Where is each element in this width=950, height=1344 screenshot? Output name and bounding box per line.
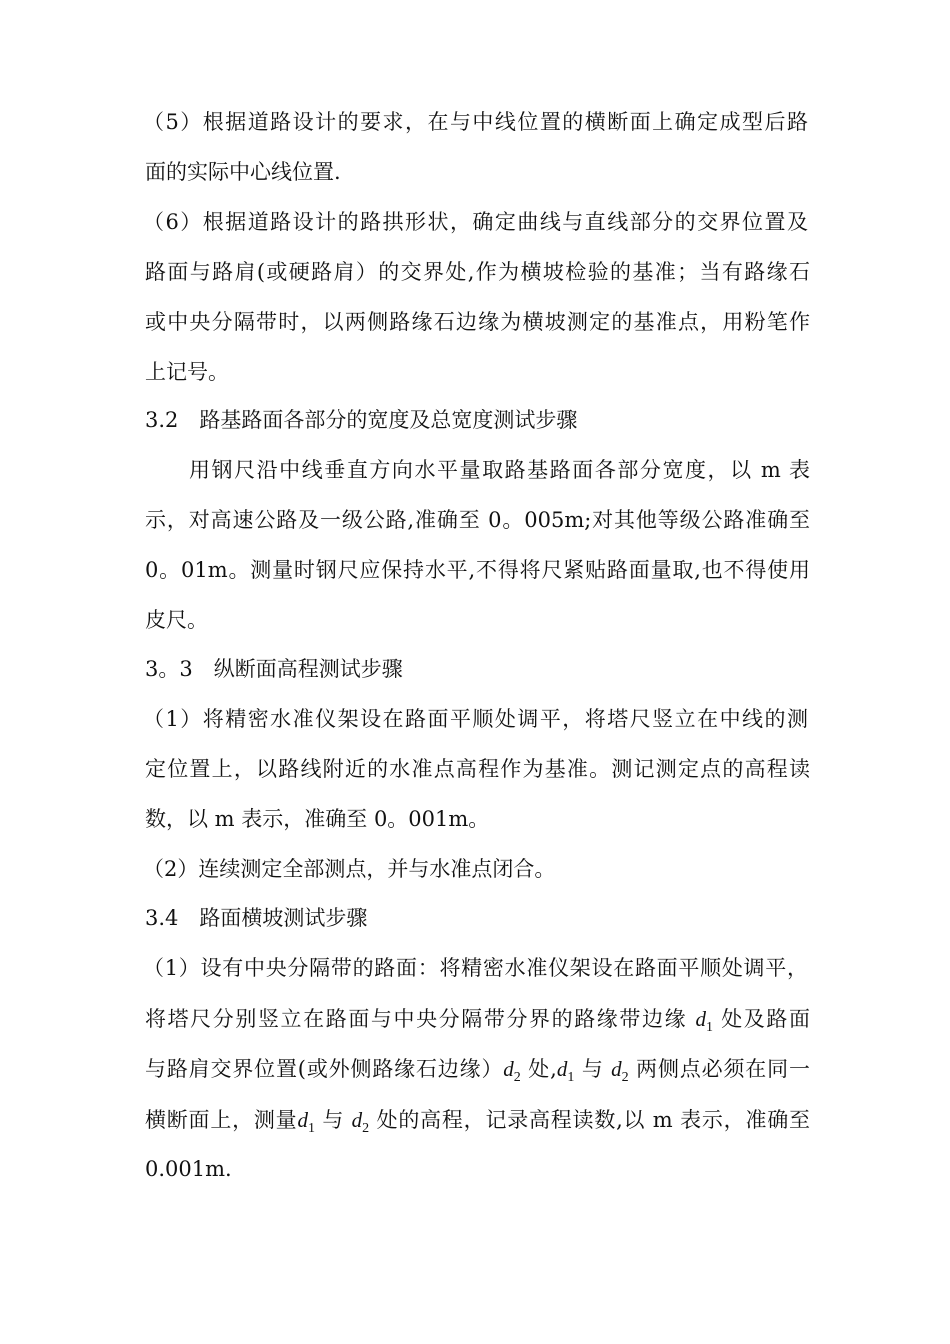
- section-3-3-step-1-line-1: （1）将精密水准仪架设在路面平顺处调平，将塔尺竖立在中线的测: [143, 707, 808, 731]
- math-subscript: 1: [307, 1121, 315, 1136]
- math-subscript: 1: [705, 1020, 713, 1035]
- math-subscript: 2: [362, 1121, 370, 1136]
- section-3-2-line-2: 示，对高速公路及一级公路,准确至 0。005m;对其他等级公路准确至: [145, 508, 810, 532]
- math-variable-d: d: [611, 1057, 622, 1081]
- text-segment: 与路肩交界位置(或外侧路缘石边缘）: [145, 1057, 504, 1081]
- math-variable-d: d: [351, 1108, 363, 1132]
- section-heading-3-3: 3。3 纵断面高程测试步骤: [145, 657, 403, 681]
- section-3-3-step-1-line-3: 数，以 m 表示，准确至 0。001m。: [145, 807, 490, 831]
- paragraph-6-line-4: 上记号。: [145, 360, 229, 384]
- paragraph-5-line-2: 面的实际中心线位置.: [145, 160, 341, 184]
- section-heading-3-4: 3.4 路面横坡测试步骤: [145, 906, 368, 930]
- section-3-2-line-4: 皮尺。: [145, 608, 208, 632]
- paragraph-5-line-1: （5）根据道路设计的要求，在与中线位置的横断面上确定成型后路: [143, 110, 808, 134]
- math-variable-d: d: [297, 1108, 308, 1132]
- math-subscript: 1: [567, 1070, 575, 1085]
- math-subscript: 2: [621, 1070, 629, 1085]
- section-3-4-step-1-line-2: [145, 1002, 810, 1036]
- paragraph-6-line-2: 路面与路肩(或硬路肩）的交界处,作为横坡检验的基准；当有路缘石: [145, 260, 810, 284]
- text-segment: 与: [574, 1057, 612, 1081]
- section-3-3-step-1-line-2: 定位置上，以路线附近的水准点高程作为基准。测记测定点的高程读: [145, 757, 810, 781]
- text-segment: 横断面上，测量: [145, 1108, 298, 1132]
- text-segment: 处的高程，记录高程读数,以 m 表示，准确至: [369, 1108, 810, 1132]
- section-3-4-step-1-line-1: （1）设有中央分隔带的路面：将精密水准仪架设在路面平顺处调平，: [143, 956, 808, 980]
- paragraph-6-line-1: （6）根据道路设计的路拱形状，确定曲线与直线部分的交界位置及: [143, 210, 808, 234]
- math-variable-d: d: [556, 1057, 568, 1081]
- section-3-2-line-3: 0。01m。测量时钢尺应保持水平,不得将尺紧贴路面量取,也不得使用: [145, 558, 810, 582]
- math-variable-d: d: [695, 1007, 706, 1031]
- section-3-2-line-1: 用钢尺沿中线垂直方向水平量取路基路面各部分宽度，以 m 表: [189, 458, 810, 482]
- text-segment: 处及路面: [712, 1007, 810, 1031]
- math-subscript: 2: [513, 1070, 521, 1085]
- text-segment: 两侧点必须在同一: [628, 1057, 810, 1081]
- section-heading-3-2: 3.2 路基路面各部分的宽度及总宽度测试步骤: [145, 408, 578, 432]
- paragraph-6-line-3: 或中央分隔带时，以两侧路缘石边缘为横坡测定的基准点，用粉笔作: [145, 310, 810, 334]
- section-3-4-step-1-line-4: [145, 1103, 810, 1137]
- text-segment: 与: [314, 1108, 352, 1132]
- section-3-4-step-1-line-3: [145, 1052, 810, 1086]
- math-variable-d: d: [503, 1057, 514, 1081]
- section-3-3-step-2: （2）连续测定全部测点，并与水准点闭合。: [143, 857, 556, 881]
- text-segment: 将塔尺分别竖立在路面与中央分隔带分界的路缘带边缘: [145, 1007, 696, 1031]
- section-3-4-step-1-line-5: 0.001m.: [145, 1157, 232, 1181]
- text-segment: 处,: [520, 1057, 557, 1081]
